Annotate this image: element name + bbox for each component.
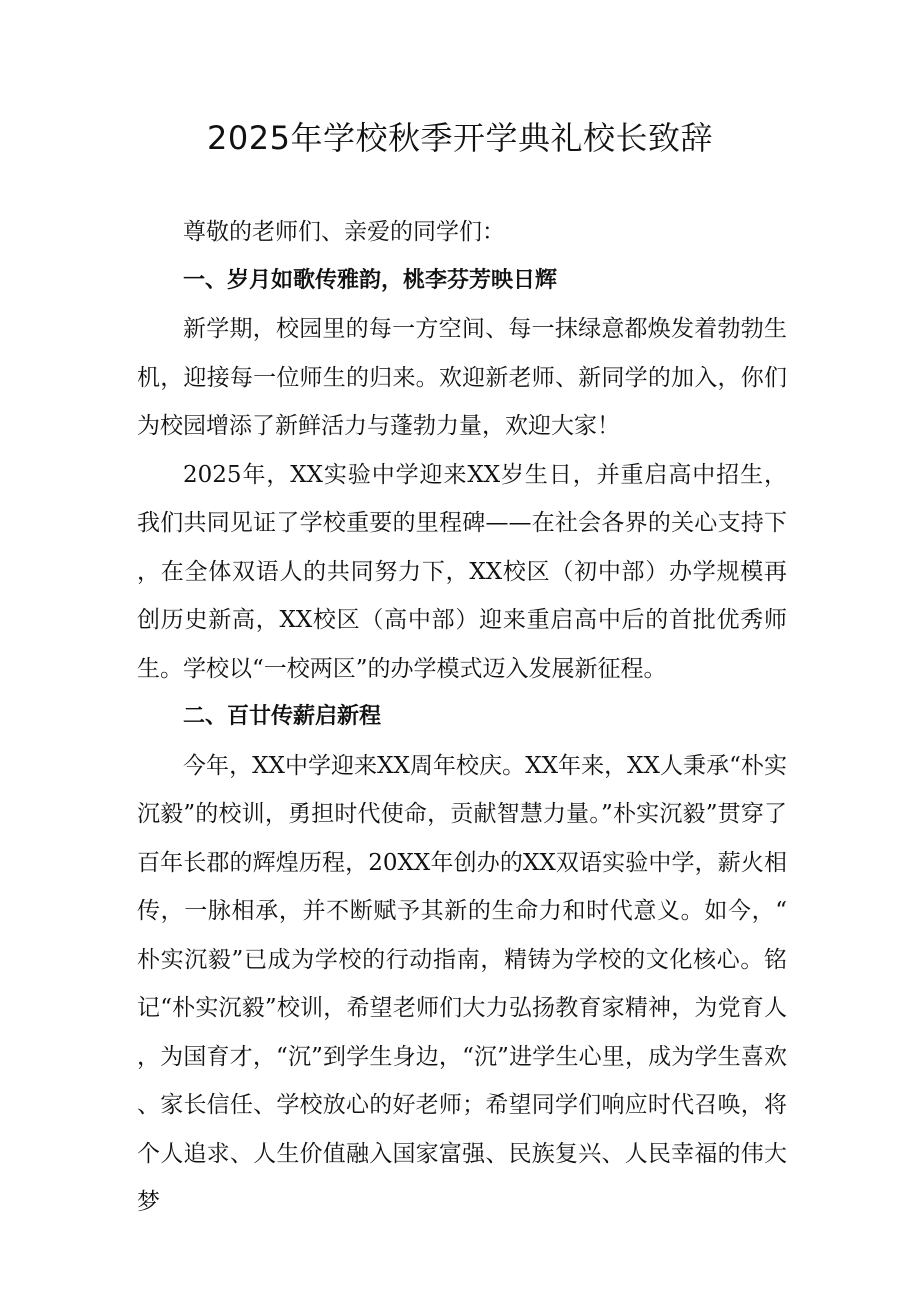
section-heading-1: 一、岁月如歌传雅韵，桃李芬芳映日辉 — [183, 267, 558, 293]
section-heading-2: 二、百廿传薪启新程 — [183, 704, 382, 729]
document-body — [137, 208, 787, 1227]
document-title: 2025年学校秋季开学典礼校长致辞 — [207, 119, 713, 157]
salutation: 尊敬的老师们、亲爱的同学们： — [183, 219, 505, 245]
section-1-paragraph-2: 2025年，XX实验中学迎来XX岁生日，并重启高中招生，我们共同见证了学校重要的里程碑——在社会各界的关心支持下，在全体双语人的共同努力下，XX校区（初中部）办学规模再创历史新高，XX校区（高中部）迎来重启高中后的首批优秀师生。学校以“一校两区”的办学模式迈入发展新征程。 — [137, 461, 787, 682]
section-2-paragraph-1: 今年，XX中学迎来XX周年校庆。XX年来，XX人秉承“朴实沉毅”的校训，勇担时代使命，贡献智慧力量。”朴实沉毅”贯穿了百年长郡的辉煌历程，20XX年创办的XX双语实验中学，薪火相传，一脉相承，并不断赋予其新的生命力和时代意义。如今，“朴实沉毅”已成为学校的行动指南，精铸为学校的文化核心。铭记“朴实沉毅”校训，希望老师们大力弘扬教育家精神，为党育人，为国育才，“沉”到学生身边，“沉”进学生心里，成为学生喜欢、家长信任、学校放心的好老师；希望同学们响应时代召唤，将个人追求、人生价值融入国家富强、民族复兴、人民幸福的伟大梦 — [137, 752, 787, 1215]
section-1-paragraph-1: 新学期，校园里的每一方空间、每一抹绿意都焕发着勃勃生机，迎接每一位师生的归来。欢迎新老师、新同学的加入，你们为校园增添了新鲜活力与蓬勃力量，欢迎大家！ — [137, 316, 787, 439]
